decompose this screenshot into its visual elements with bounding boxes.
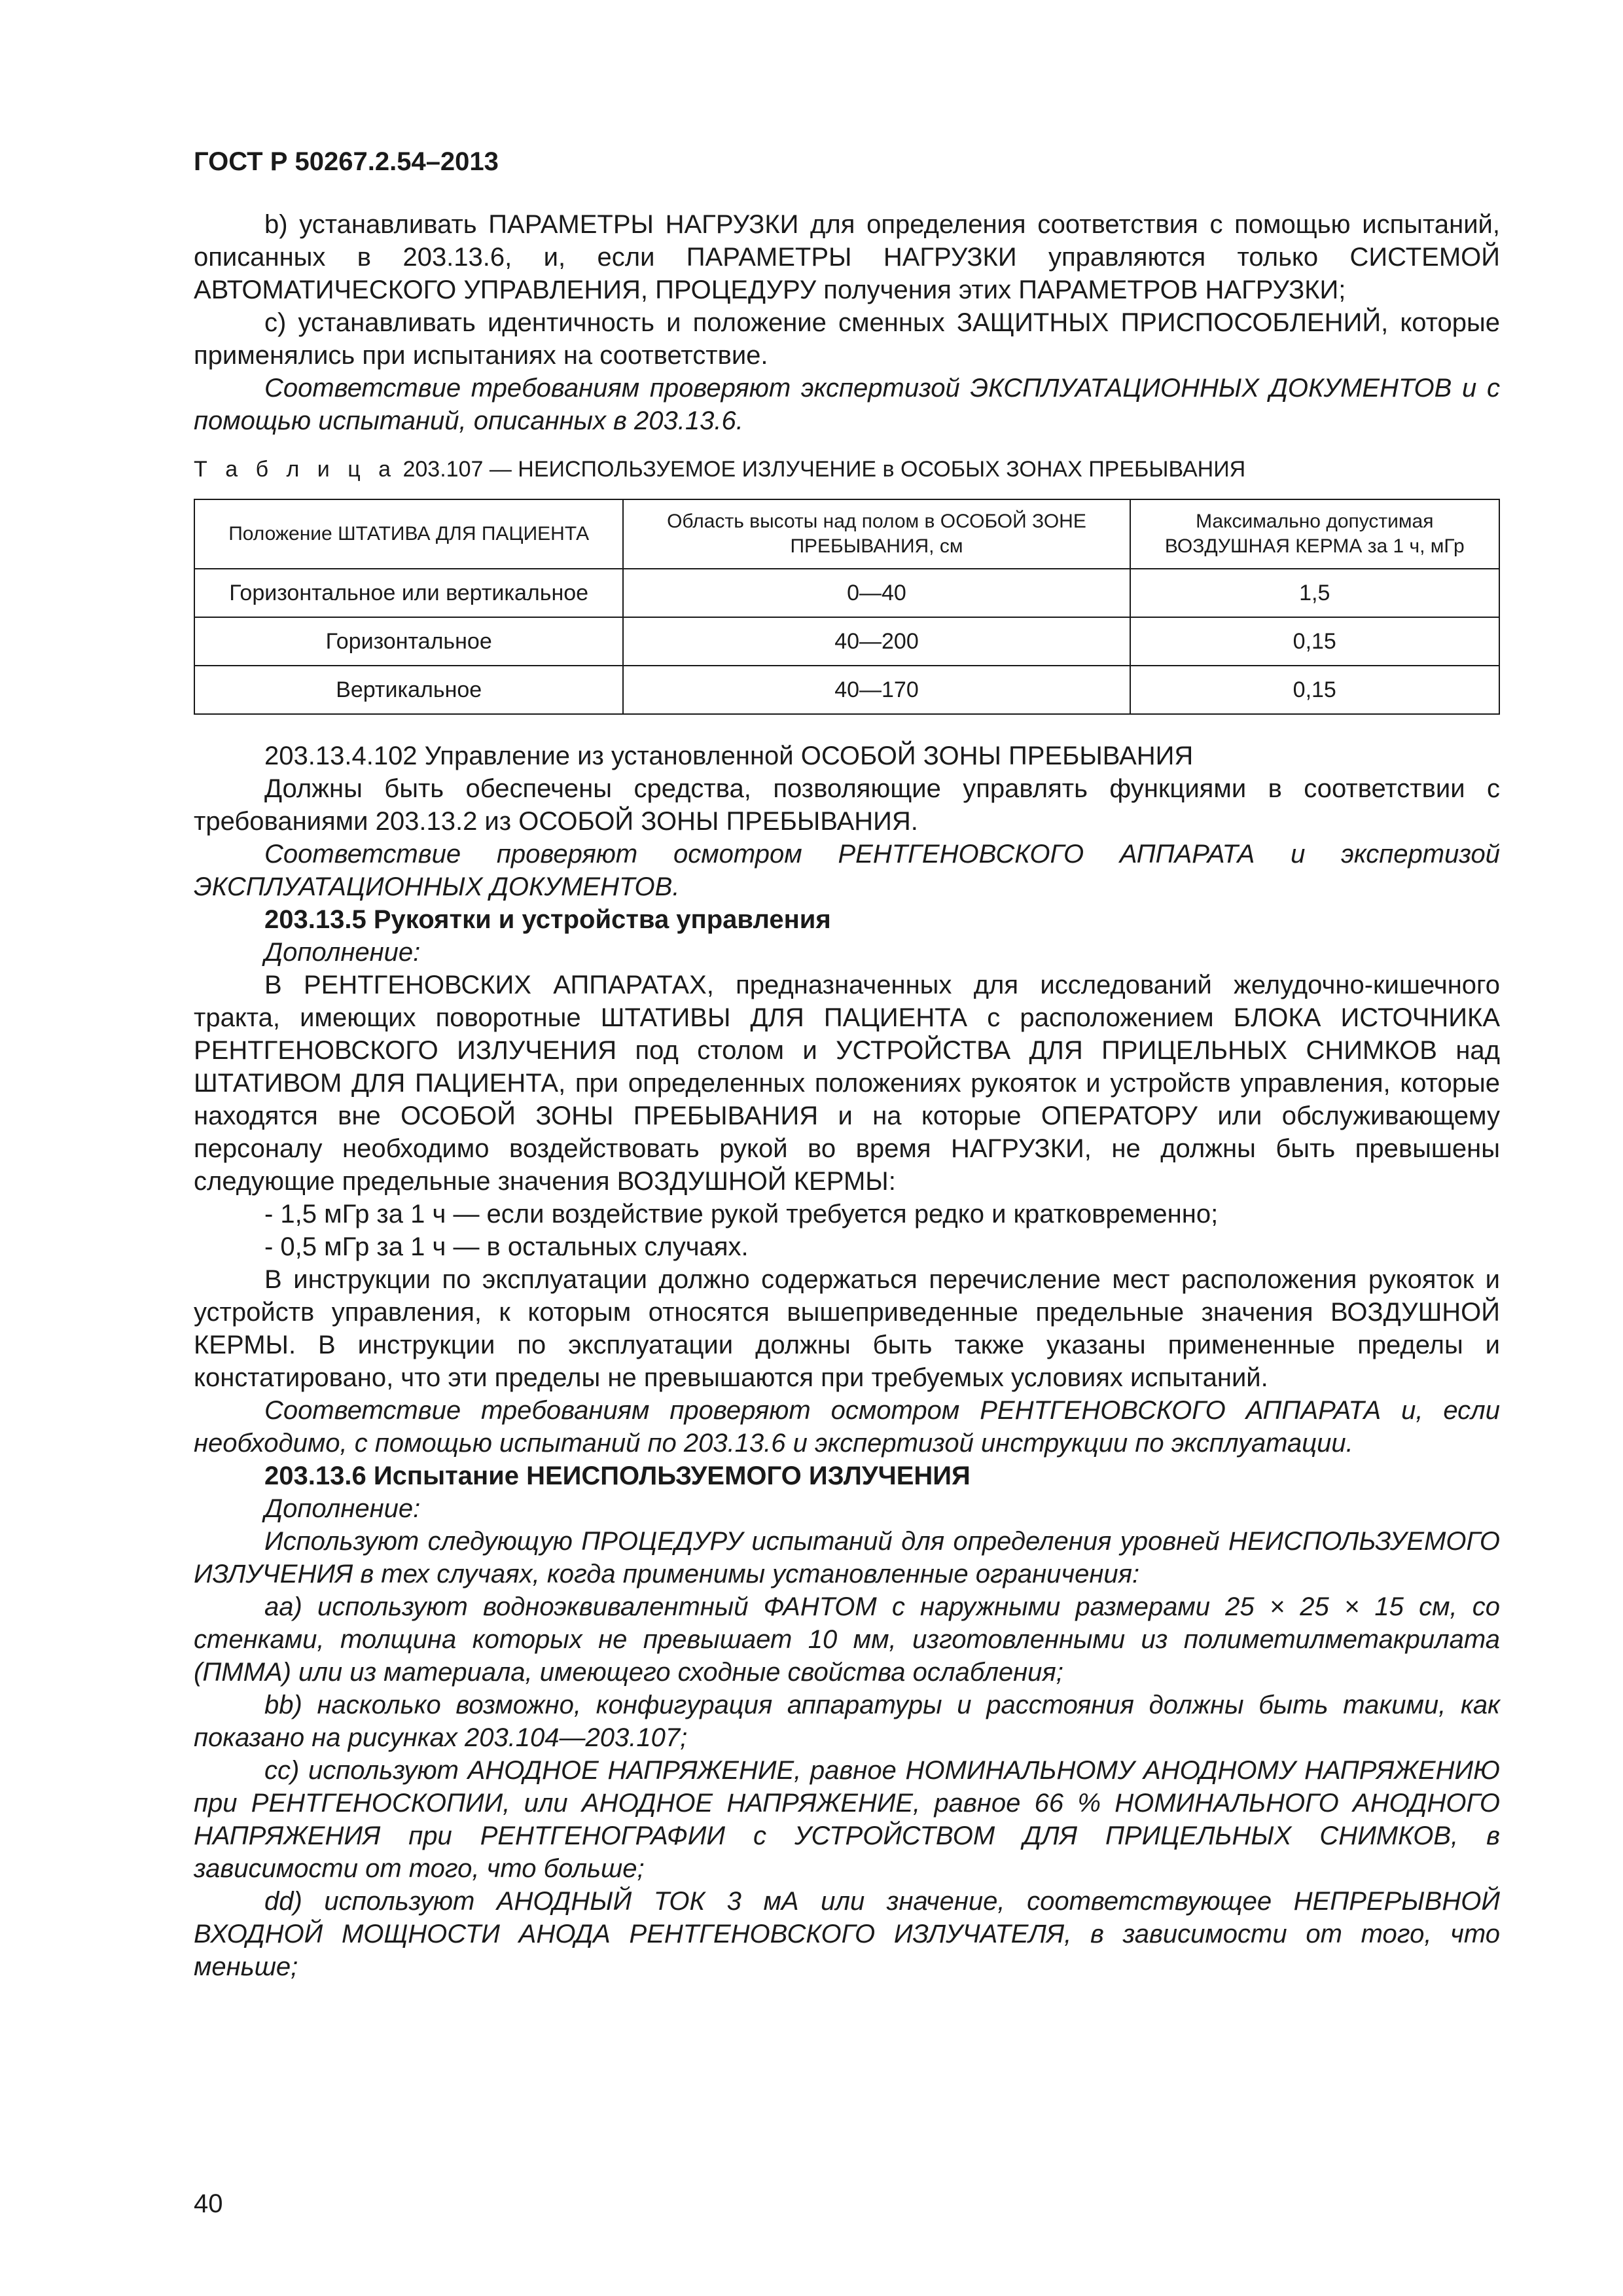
section-136-addition: Дополнение: <box>264 1494 421 1523</box>
section-135-bullet-1: - 1,5 мГр за 1 ч — если воздействие рукой требуется редко и кратковременно; <box>264 1200 1219 1229</box>
table-cell: Вертикальное <box>194 666 623 714</box>
table-header-cell: Максимально допустимая ВОЗДУШНАЯ КЕРМА за 1 ч, мГр <box>1130 499 1499 569</box>
table-cell: 0,15 <box>1130 617 1499 666</box>
table-cell: 1,5 <box>1130 569 1499 617</box>
section-136-item-bb: bb) насколько возможно, конфигурация аппаратуры и расстояния должны быть такими, как показано на рисунках 203.104—203.107; <box>194 1691 1500 1752</box>
section-102-text: Должны быть обеспечены средства, позволяющие управлять функциями в соответствии с требованиями 203.13.2 из ОСОБОЙ ЗОНЫ ПРЕБЫВАНИЯ. <box>194 774 1500 836</box>
table-header-cell: Положение ШТАТИВА ДЛЯ ПАЦИЕНТА <box>194 499 623 569</box>
table-caption-text: 203.107 — НЕИСПОЛЬЗУЕМОЕ ИЗЛУЧЕНИЕ в ОСОБЫХ ЗОНАХ ПРЕБЫВАНИЯ <box>397 457 1246 482</box>
section-102-compliance: Соответствие проверяют осмотром РЕНТГЕНОВСКОГО АППАРАТА и экспертизой ЭКСПЛУАТАЦИОННЫХ ДОКУМЕНТОВ. <box>194 840 1500 901</box>
section-135-title: 203.13.5 Рукоятки и устройства управления <box>264 905 831 934</box>
table-cell: Горизонтальное или вертикальное <box>194 569 623 617</box>
page-number: 40 <box>194 2189 223 2218</box>
table-cell: Горизонтальное <box>194 617 623 666</box>
section-136-title: 203.13.6 Испытание НЕИСПОЛЬЗУЕМОГО ИЗЛУЧЕНИЯ <box>264 1462 971 1490</box>
section-135-addition: Дополнение: <box>264 938 421 967</box>
document-header: ГОСТ Р 50267.2.54–2013 <box>194 147 499 176</box>
table-cell: 40—170 <box>623 666 1130 714</box>
data-table <box>194 499 1500 715</box>
table-cell: 0,15 <box>1130 666 1499 714</box>
section-135-text-2: В инструкции по эксплуатации должно содержаться перечисление мест расположения рукояток и устройств управления, к которым относятся вышеприведенные предельные значения ВОЗДУШНОЙ КЕРМЫ. В инструкции по эксплуатации должны быть также указаны примененные пределы и констатировано, что эти пределы не превышаются при требуемых условиях испытаний. <box>194 1265 1500 1392</box>
section-136-item-aa: aa) используют водноэквивалентный ФАНТОМ с наружными размерами 25 × 25 × 15 см, со стенками, толщина которых не превышает 10 мм, изготовленными из полиметилметакрилата (ПММА) или из материала, имеющего сходные свойства ослабления; <box>194 1592 1500 1687</box>
paragraph-b: b) устанавливать ПАРАМЕТРЫ НАГРУЗКИ для определения соответствия с помощью испытаний, описанных в 203.13.6, и, если ПАРАМЕТРЫ НАГРУЗКИ управляются только СИСТЕМОЙ АВТОМАТИЧЕСКОГО УПРАВЛЕНИЯ, ПРОЦЕДУРУ получения этих ПАРАМЕТРОВ НАГРУЗКИ; <box>194 210 1500 304</box>
table-cell: 0—40 <box>623 569 1130 617</box>
section-136-intro: Используют следующую ПРОЦЕДУРУ испытаний для определения уровней НЕИСПОЛЬЗУЕМОГО ИЗЛУЧЕНИЯ в тех случаях, когда применимы установленные ограничения: <box>194 1527 1500 1588</box>
table-row <box>194 617 1499 666</box>
table-cell: 40—200 <box>623 617 1130 666</box>
table-caption <box>194 456 1500 483</box>
table-row <box>194 666 1499 714</box>
table-caption-prefix: Т а б л и ц а <box>194 457 397 482</box>
section-135-bullet-2: - 0,5 мГр за 1 ч — в остальных случаях. <box>264 1232 749 1261</box>
section-102-title: 203.13.4.102 Управление из установленной ОСОБОЙ ЗОНЫ ПРЕБЫВАНИЯ <box>264 742 1194 770</box>
section-135-text: В РЕНТГЕНОВСКИХ АППАРАТАХ, предназначенных для исследований желудочно-кишечного тракта, имеющих поворотные ШТАТИВЫ ДЛЯ ПАЦИЕНТА с расположением БЛОКА ИСТОЧНИКА РЕНТГЕНОВСКОГО ИЗЛУЧЕНИЯ под столом и УСТРОЙСТВА ДЛЯ ПРИЦЕЛЬНЫХ СНИМКОВ над ШТАТИВОМ ДЛЯ ПАЦИЕНТА, при определенных положениях рукояток и устройств управления, которые находятся вне ОСОБОЙ ЗОНЫ ПРЕБЫВАНИЯ и на которые ОПЕРАТОРУ или обслуживающему персоналу необходимо воздействовать рукой во время НАГРУЗКИ, не должны быть превышены следующие предельные значения ВОЗДУШНОЙ КЕРМЫ: <box>194 971 1500 1196</box>
compliance-paragraph-1: Соответствие требованиям проверяют экспертизой ЭКСПЛУАТАЦИОННЫХ ДОКУМЕНТОВ и с помощью испытаний, описанных в 203.13.6. <box>194 374 1500 435</box>
table-header-cell: Область высоты над полом в ОСОБОЙ ЗОНЕ ПРЕБЫВАНИЯ, см <box>623 499 1130 569</box>
paragraph-c: c) устанавливать идентичность и положение сменных ЗАЩИТНЫХ ПРИСПОСОБЛЕНИЙ, которые применялись при испытаниях на соответствие. <box>194 308 1500 370</box>
spacer <box>194 715 1500 740</box>
page-content <box>194 208 1500 1983</box>
section-135-compliance: Соответствие требованиям проверяют осмотром РЕНТГЕНОВСКОГО АППАРАТА и, если необходимо, с помощью испытаний по 203.13.6 и экспертизой инструкции по эксплуатации. <box>194 1396 1500 1458</box>
table-row <box>194 569 1499 617</box>
table-header-row <box>194 499 1499 569</box>
section-136-item-cc: cc) используют АНОДНОЕ НАПРЯЖЕНИЕ, равное НОМИНАЛЬНОМУ АНОДНОМУ НАПРЯЖЕНИЮ при РЕНТГЕНОСКОПИИ, или АНОДНОЕ НАПРЯЖЕНИЕ, равное 66 % НОМИНАЛЬНОГО АНОДНОГО НАПРЯЖЕНИЯ при РЕНТГЕНОГРАФИИ с УСТРОЙСТВОМ ДЛЯ ПРИЦЕЛЬНЫХ СНИМКОВ, в зависимости от того, что больше; <box>194 1756 1500 1883</box>
section-136-item-dd: dd) используют АНОДНЫЙ ТОК 3 мА или значение, соответствующее НЕПРЕРЫВНОЙ ВХОДНОЙ МОЩНОСТИ АНОДА РЕНТГЕНОВСКОГО ИЗЛУЧАТЕЛЯ, в зависимости от того, что меньше; <box>194 1887 1500 1981</box>
